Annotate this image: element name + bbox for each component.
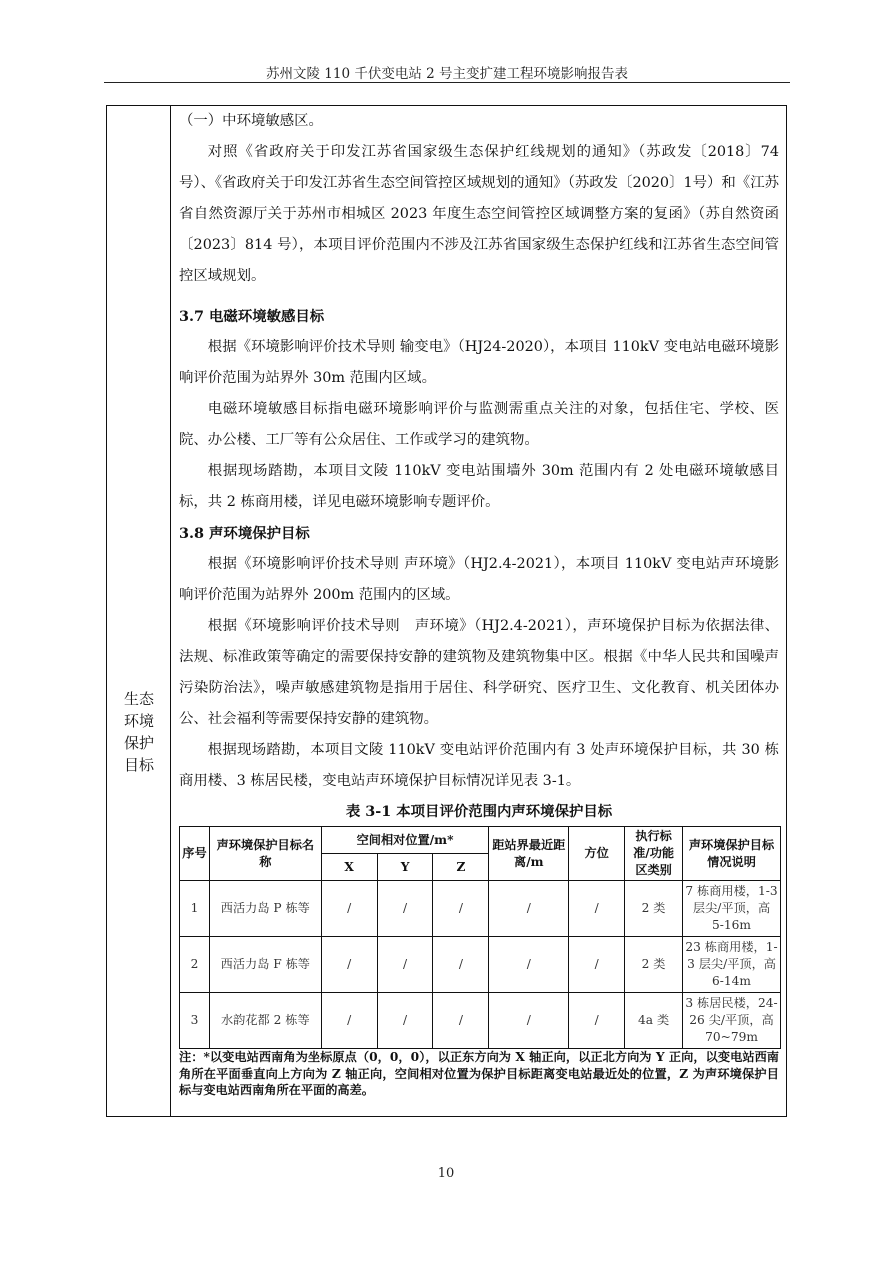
main-content <box>179 106 779 1099</box>
cell-y: / <box>377 881 433 937</box>
paragraph-em-survey: 根据现场踏勘，本项目文陵 110kV 变电站围墙外 30m 范围内有 2 处电磁环境敏感目标，共 2 栋商用楼，详见电磁环境影响专题评价。 <box>179 463 779 510</box>
cell-x: / <box>321 937 377 993</box>
side-label <box>107 688 171 776</box>
cell-x: / <box>321 993 377 1049</box>
cell-distance: / <box>489 993 569 1049</box>
side-label-line: 目标 <box>123 756 154 774</box>
cell-direction: / <box>569 881 625 937</box>
table-caption: 表 3-1 本项目评价范围内声环境保护目标 <box>345 803 613 820</box>
header-distance: 距站界最近距离/m <box>489 827 569 881</box>
paragraph-em-scope: 根据《环境影响评价技术导则 输变电》（HJ24-2020），本项目 110kV 变电站电磁环境影响评价范围为站界外 30m 范围内区域。 <box>179 339 779 386</box>
cell-name: 水韵花都 2 栋等 <box>209 993 321 1049</box>
page-number: 10 <box>437 1166 455 1181</box>
side-label-line: 保护 <box>123 734 154 752</box>
header-position: 空间相对位置/m* <box>321 827 489 854</box>
cell-description: 3 栋居民楼，24-26 尖/平顶，高 70~79m <box>683 993 781 1049</box>
cell-standard: 2 类 <box>625 881 683 937</box>
paragraph-sensitive-area: （一）中环境敏感区。 <box>179 113 323 129</box>
side-label-line: 生态 <box>123 690 154 708</box>
cell-name: 西活力岛 P 栋等 <box>209 881 321 937</box>
cell-standard: 4a 类 <box>625 993 683 1049</box>
cell-seq: 1 <box>180 881 210 937</box>
header-name: 声环境保护目标名称 <box>209 827 321 881</box>
header-rule <box>104 82 790 83</box>
cell-seq: 2 <box>180 937 210 993</box>
header-description: 声环境保护目标情况说明 <box>683 827 781 881</box>
cell-distance: / <box>489 881 569 937</box>
cell-x: / <box>321 881 377 937</box>
header-z: Z <box>433 854 489 881</box>
table-row <box>180 993 781 1049</box>
cell-z: / <box>433 881 489 937</box>
header-standard: 执行标准/功能区类别 <box>625 827 683 881</box>
paragraph-noise-scope: 根据《环境影响评价技术导则 声环境》（HJ2.4-2021），本项目 110kV 变电站声环境影响评价范围为站界外 200m 范围内的区域。 <box>179 556 779 603</box>
noise-targets-table <box>179 826 781 1049</box>
cell-distance: / <box>489 937 569 993</box>
cell-name: 西活力岛 F 栋等 <box>209 937 321 993</box>
header-x: X <box>321 854 377 881</box>
page-header-title: 苏州文陵 110 千伏变电站 2 号主变扩建工程环境影响报告表 <box>265 66 629 82</box>
cell-description: 7 栋商用楼，1-3 层尖/平顶，高 5-16m <box>683 881 781 937</box>
cell-y: / <box>377 993 433 1049</box>
side-label-line: 环境 <box>123 712 154 730</box>
cell-description: 23 栋商用楼，1-3 层尖/平顶，高 6-14m <box>683 937 781 993</box>
spacer <box>179 292 779 301</box>
table-row <box>180 881 781 937</box>
paragraph-ecological-redline: 对照《省政府关于印发江苏省国家级生态保护红线规划的通知》（苏政发〔2018〕74 号）、《省政府关于印发江苏省生态空间管控区域规划的通知》（苏政发〔2020〕1号）和《江苏省自然资源厅关于苏州市相城区 2023 年度生态空间管控区域调整方案的复函》（苏自然资函〔2023〕814 号），本项目评价范围内不涉及江苏省国家级生态保护红线和江苏省生态空间管控区域规划。 <box>179 144 779 284</box>
content-frame <box>106 105 787 1117</box>
cell-standard: 2 类 <box>625 937 683 993</box>
cell-z: / <box>433 993 489 1049</box>
cell-z: / <box>433 937 489 993</box>
paragraph-noise-definition: 根据《环境影响评价技术导则 声环境》（HJ2.4-2021），声环境保护目标为依据法律、法规、标准政策等确定的需要保持安静的建筑物及建筑物集中区。根据《中华人民共和国噪声污染防治法》，噪声敏感建筑物是指用于居住、科学研究、医疗卫生、文化教育、机关团体办公、社会福利等需要保持安静的建筑物。 <box>179 618 779 727</box>
table-row <box>180 937 781 993</box>
paragraph-noise-survey: 根据现场踏勘，本项目文陵 110kV 变电站评价范围内有 3 处声环境保护目标，共 30 栋商用楼、3 栋居民楼，变电站声环境保护目标情况详见表 3-1。 <box>179 742 779 789</box>
header-seq: 序号 <box>180 827 210 881</box>
header-direction: 方位 <box>569 827 625 881</box>
section-heading-3-7: 3.7 电磁环境敏感目标 <box>179 308 325 325</box>
header-y: Y <box>377 854 433 881</box>
section-heading-3-8: 3.8 声环境保护目标 <box>179 525 310 542</box>
cell-direction: / <box>569 937 625 993</box>
cell-direction: / <box>569 993 625 1049</box>
table-note: 注：*以变电站西南角为坐标原点（0，0，0），以正东方向为 X 轴正向，以正北方向为 Y 正向，以变电站西南角所在平面垂直向上方向为 Z 轴正向，空间相对位置为保护目标距离变电站最近处的位置，Z 为声环境保护目标与变电站西南角所在平面的高差。 <box>179 1050 779 1097</box>
paragraph-em-definition: 电磁环境敏感目标指电磁环境影响评价与监测需重点关注的对象，包括住宅、学校、医院、办公楼、工厂等有公众居住、工作或学习的建筑物。 <box>179 401 779 448</box>
cell-seq: 3 <box>180 993 210 1049</box>
side-column <box>107 106 171 1116</box>
cell-y: / <box>377 937 433 993</box>
